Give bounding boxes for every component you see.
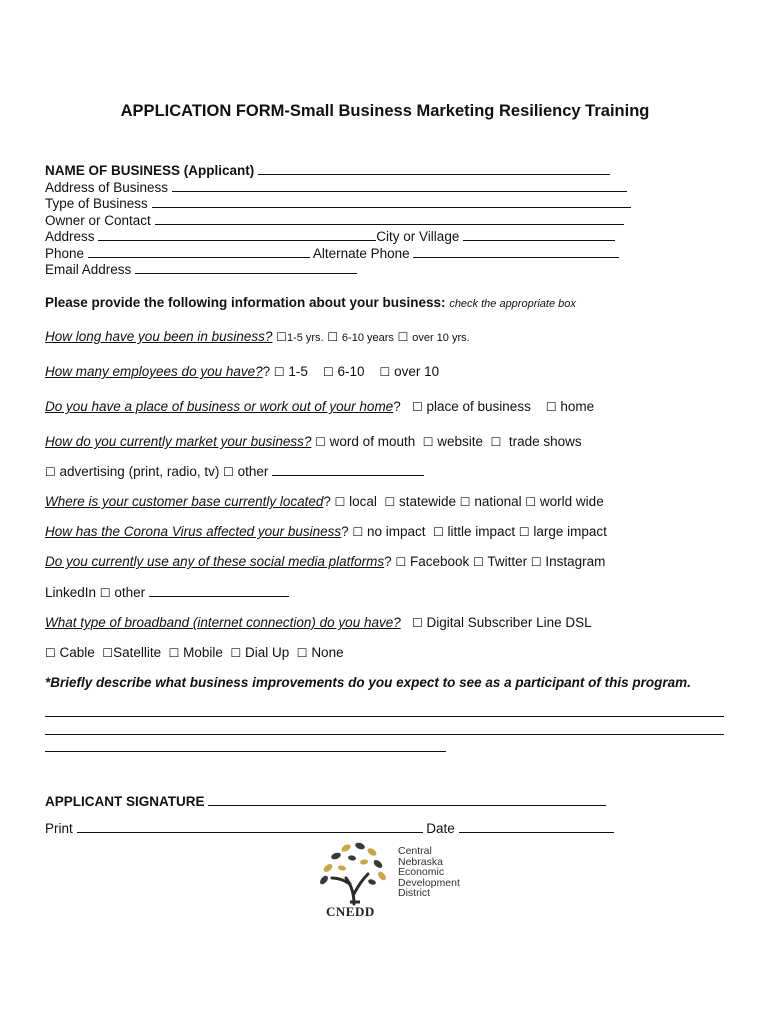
option-dial-up: Dial Up <box>245 645 290 660</box>
print-label: Print <box>45 821 73 836</box>
question-customer-base-row: Where is your customer base currently located? ☐ local ☐ statewide ☐ national ☐ world wide <box>45 494 604 509</box>
question-corona: How has the Corona Virus affected your business <box>45 524 342 539</box>
option-mobile: Mobile <box>183 645 223 660</box>
checkbox-employees-6-10[interactable]: ☐ <box>322 365 334 379</box>
social-continued-row <box>45 585 289 601</box>
option-home: home <box>560 399 595 414</box>
checkbox-years-over-10[interactable]: ☐ <box>397 330 409 344</box>
logo-text <box>398 846 460 899</box>
question-broadband-row <box>45 615 592 631</box>
question-years: How long have you been in business? <box>45 329 273 344</box>
address-of-business-label: Address of Business <box>45 180 169 195</box>
print-field[interactable] <box>77 821 423 833</box>
option-world-wide: world wide <box>539 494 604 509</box>
print-date-row <box>45 821 614 837</box>
email-row <box>45 262 357 278</box>
option-dsl: Digital Subscriber Line DSL <box>426 615 592 630</box>
checkbox-place-of-business[interactable]: ☐ <box>411 400 423 414</box>
logo-line-4: Development <box>398 876 460 889</box>
checkbox-mobile[interactable]: ☐ <box>168 646 180 660</box>
option-national: national <box>474 494 522 509</box>
option-word-of-mouth: word of mouth <box>329 434 416 449</box>
signature-row <box>45 794 606 810</box>
checkbox-statewide[interactable]: ☐ <box>384 495 396 509</box>
city-or-village-label: City or Village <box>376 229 460 244</box>
option-employees-1-5: 1-5 <box>288 364 308 379</box>
checkbox-years-6-10[interactable]: ☐ <box>327 330 339 344</box>
option-none: None <box>311 645 344 660</box>
option-facebook: Facebook <box>409 554 470 569</box>
question-customer-base: Where is your customer base currently located <box>45 494 324 509</box>
option-years-over-10: over 10 yrs. <box>412 332 470 344</box>
email-address-field[interactable] <box>135 262 357 274</box>
owner-or-contact-label: Owner or Contact <box>45 213 151 228</box>
question-social-row: Do you currently use any of these social media platforms? ☐ Facebook ☐ Twitter ☐ Instagram <box>45 554 606 569</box>
checkbox-world-wide[interactable]: ☐ <box>525 495 537 509</box>
option-little-impact: little impact <box>447 524 516 539</box>
checkbox-none[interactable]: ☐ <box>296 646 308 660</box>
owner-or-contact-field[interactable] <box>155 213 624 225</box>
business-name-label: NAME OF BUSINESS (Applicant) <box>45 163 255 178</box>
option-market-other: other <box>237 464 269 479</box>
phone-row <box>45 246 619 262</box>
instructions-note: check the appropriate box <box>449 298 576 310</box>
checkbox-no-impact[interactable]: ☐ <box>352 525 364 539</box>
checkbox-dial-up[interactable]: ☐ <box>230 646 242 660</box>
option-instagram: Instagram <box>545 554 606 569</box>
checkbox-home[interactable]: ☐ <box>545 400 557 414</box>
option-twitter: Twitter <box>487 554 528 569</box>
option-employees-over-10: over 10 <box>394 364 440 379</box>
question-place-row: Do you have a place of business or work out of your home? ☐ place of business ☐ home <box>45 399 595 414</box>
checkbox-national[interactable]: ☐ <box>459 495 471 509</box>
logo-line-1: Central <box>398 845 432 857</box>
question-corona-row: How has the Corona Virus affected your business? ☐ no impact ☐ little impact ☐ large impact <box>45 524 607 539</box>
social-other-field[interactable] <box>149 585 289 597</box>
business-name-field[interactable] <box>258 163 610 175</box>
checkbox-years-1-5[interactable]: ☐ <box>276 330 287 344</box>
instructions-row <box>45 295 576 312</box>
checkbox-local[interactable]: ☐ <box>334 495 346 509</box>
phone-label: Phone <box>45 246 85 261</box>
answer-line-3[interactable] <box>45 751 446 752</box>
question-market: How do you currently market your business? <box>45 434 312 449</box>
checkbox-little-impact[interactable]: ☐ <box>433 525 444 539</box>
question-market-row <box>45 434 582 450</box>
tree-icon <box>316 838 400 908</box>
form-title: APPLICATION FORM-Small Business Marketing Resiliency Training <box>120 102 650 120</box>
option-satellite: Satellite <box>113 645 162 660</box>
question-broadband: What type of broadband (internet connection) do you have? <box>45 615 401 630</box>
checkbox-employees-over-10[interactable]: ☐ <box>379 365 391 379</box>
option-trade-shows: trade shows <box>508 434 582 449</box>
address-field[interactable] <box>98 229 376 241</box>
question-employees: How many employees do you have? <box>45 364 263 379</box>
city-or-village-field[interactable] <box>463 229 615 241</box>
option-large-impact: large impact <box>533 524 607 539</box>
option-website: website <box>437 434 484 449</box>
logo-line-5: District <box>398 887 431 899</box>
option-advertising: advertising (print, radio, tv) <box>59 464 220 479</box>
checkbox-website[interactable]: ☐ <box>422 435 434 449</box>
business-name-row <box>45 163 610 179</box>
alternate-phone-label: Alternate Phone <box>312 246 410 261</box>
checkbox-advertising[interactable]: ☐ <box>45 465 56 479</box>
logo-line-3: Economic <box>398 866 445 878</box>
alternate-phone-field[interactable] <box>413 246 619 258</box>
broadband-continued-row <box>45 645 344 661</box>
checkbox-twitter[interactable]: ☐ <box>473 555 484 569</box>
question-place: Do you have a place of business or work out of your home <box>45 399 394 414</box>
question-years-row <box>45 329 470 346</box>
checkbox-large-impact[interactable]: ☐ <box>518 525 530 539</box>
cnedd-logo <box>316 838 484 922</box>
market-other-field[interactable] <box>272 464 424 476</box>
checkbox-employees-1-5[interactable]: ☐ <box>273 365 285 379</box>
phone-field[interactable] <box>88 246 310 258</box>
logo-acronym: CNEDD <box>326 904 375 919</box>
address-row <box>45 229 615 245</box>
option-no-impact: no impact <box>366 524 426 539</box>
option-cable: Cable <box>59 645 95 660</box>
checkbox-instagram[interactable]: ☐ <box>530 555 542 569</box>
type-of-business-label: Type of Business <box>45 196 148 211</box>
option-social-other: other <box>114 585 146 600</box>
signature-label: APPLICANT SIGNATURE <box>45 794 205 809</box>
type-of-business-field[interactable] <box>152 196 631 208</box>
email-address-label: Email Address <box>45 262 132 277</box>
type-of-business-row <box>45 196 631 212</box>
option-years-6-10: 6-10 years <box>341 332 394 344</box>
option-employees-6-10: 6-10 <box>337 364 365 379</box>
question-employees-row: How many employees do you have?? ☐ 1-5 ☐ 6-10 ☐ over 10 <box>45 364 440 379</box>
market-continued-row <box>45 464 424 480</box>
answer-line-1[interactable] <box>45 716 724 717</box>
address-of-business-field[interactable] <box>172 180 627 192</box>
checkbox-facebook[interactable]: ☐ <box>395 555 407 569</box>
option-years-1-5: 1-5 yrs. <box>286 332 324 344</box>
date-field[interactable] <box>459 821 614 833</box>
option-local: local <box>349 494 377 509</box>
checkbox-trade-shows[interactable]: ☐ <box>490 435 502 449</box>
checkbox-dsl[interactable]: ☐ <box>412 616 423 630</box>
answer-line-2[interactable] <box>45 734 724 735</box>
logo-line-2: Nebraska <box>398 855 443 868</box>
describe-prompt: *Briefly describe what business improvements do you expect to see as a participant of this program. <box>45 675 691 690</box>
checkbox-market-other[interactable]: ☐ <box>223 465 234 479</box>
date-label: Date <box>426 821 455 836</box>
option-linkedin: LinkedIn <box>45 585 97 600</box>
checkbox-social-other[interactable]: ☐ <box>99 586 111 600</box>
option-place-of-business: place of business <box>426 399 531 414</box>
instructions-text: Please provide the following information about your business: <box>45 295 446 310</box>
checkbox-satellite[interactable]: ☐ <box>102 646 114 660</box>
checkbox-cable[interactable]: ☐ <box>45 646 56 660</box>
option-statewide: statewide <box>398 494 457 509</box>
question-social: Do you currently use any of these social media platforms <box>45 554 385 569</box>
address-of-business-row <box>45 180 627 196</box>
signature-field[interactable] <box>208 794 606 806</box>
checkbox-word-of-mouth[interactable]: ☐ <box>315 435 326 449</box>
owner-or-contact-row <box>45 213 624 229</box>
address-label: Address <box>45 229 95 244</box>
